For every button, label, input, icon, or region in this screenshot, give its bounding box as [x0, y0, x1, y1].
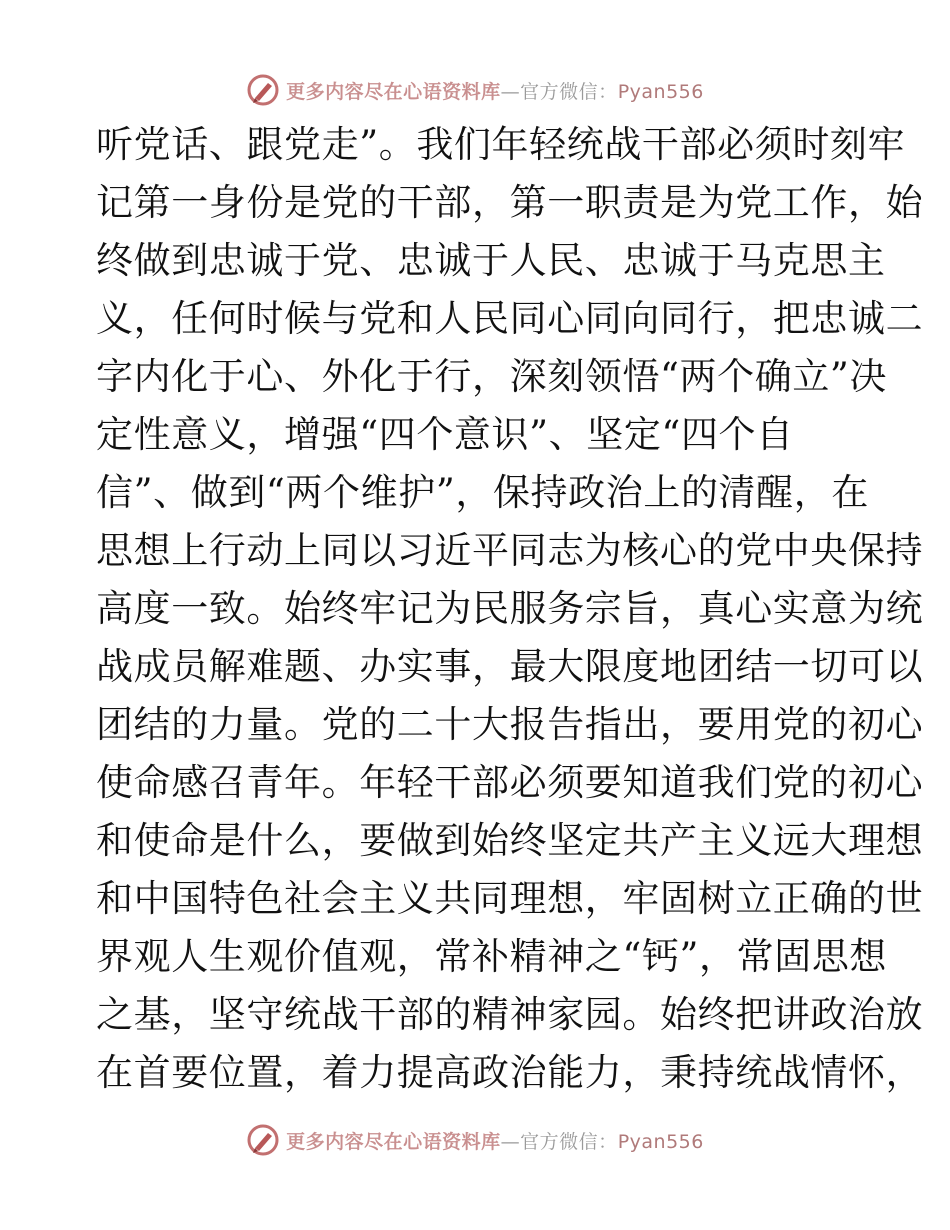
watermark-separator: —: [500, 80, 521, 103]
body-line: 团结的力量。党的二十大报告指出，要用党的初心: [96, 703, 924, 746]
pen-logo-icon: [246, 73, 280, 107]
pen-logo-icon: [246, 1123, 280, 1157]
watermark-wechat-label: 官方微信：: [520, 80, 618, 103]
body-line: 思想上行动上同以习近平同志为核心的党中央保持: [96, 529, 924, 572]
body-line: 之基，坚守统战干部的精神家园。始终把讲政治放: [96, 993, 924, 1036]
watermark-text: [286, 77, 704, 104]
body-line: 记第一身份是党的干部，第一职责是为党工作，始: [96, 181, 924, 224]
body-line: 字内化于心、外化于行，深刻领悟“两个确立”决: [96, 355, 888, 398]
body-line: 使命感召青年。年轻干部必须要知道我们党的初心: [96, 761, 924, 804]
body-line: 信”、做到“两个维护”，保持政治上的清醒，在: [96, 471, 869, 514]
body-line: 终做到忠诚于党、忠诚于人民、忠诚于马克思主: [96, 239, 886, 282]
body-line: 义，任何时候与党和人民同心同向同行，把忠诚二: [96, 297, 924, 340]
watermark-wechat-label: 官方微信：: [520, 1130, 618, 1153]
body-line: 高度一致。始终牢记为民服务宗旨，真心实意为统: [96, 587, 924, 630]
body-line: 战成员解难题、办实事，最大限度地团结一切可以: [96, 645, 924, 688]
watermark-separator: —: [500, 1130, 521, 1153]
watermark-text: [286, 1127, 704, 1154]
body-line: 和使命是什么，要做到始终坚定共产主义远大理想: [96, 819, 924, 862]
header-watermark: [0, 70, 950, 110]
body-line: 在首要位置，着力提高政治能力，秉持统战情怀，: [96, 1051, 924, 1094]
body-line: 定性意义，增强“四个意识”、坚定“四个自: [96, 413, 794, 456]
watermark-wechat-id: Pyan556: [617, 80, 704, 103]
footer-watermark: [0, 1120, 950, 1160]
document-body: [96, 116, 924, 1102]
watermark-brand: 更多内容尽在心语资料库: [286, 80, 501, 103]
watermark-wechat-id: Pyan556: [617, 1130, 704, 1153]
watermark-brand: 更多内容尽在心语资料库: [286, 1130, 501, 1153]
body-line: 听党话、跟党走”。我们年轻统战干部必须时刻牢: [96, 123, 906, 166]
body-line: 界观人生观价值观，常补精神之“钙”，常固思想: [96, 935, 888, 978]
body-line: 和中国特色社会主义共同理想，牢固树立正确的世: [96, 877, 924, 920]
